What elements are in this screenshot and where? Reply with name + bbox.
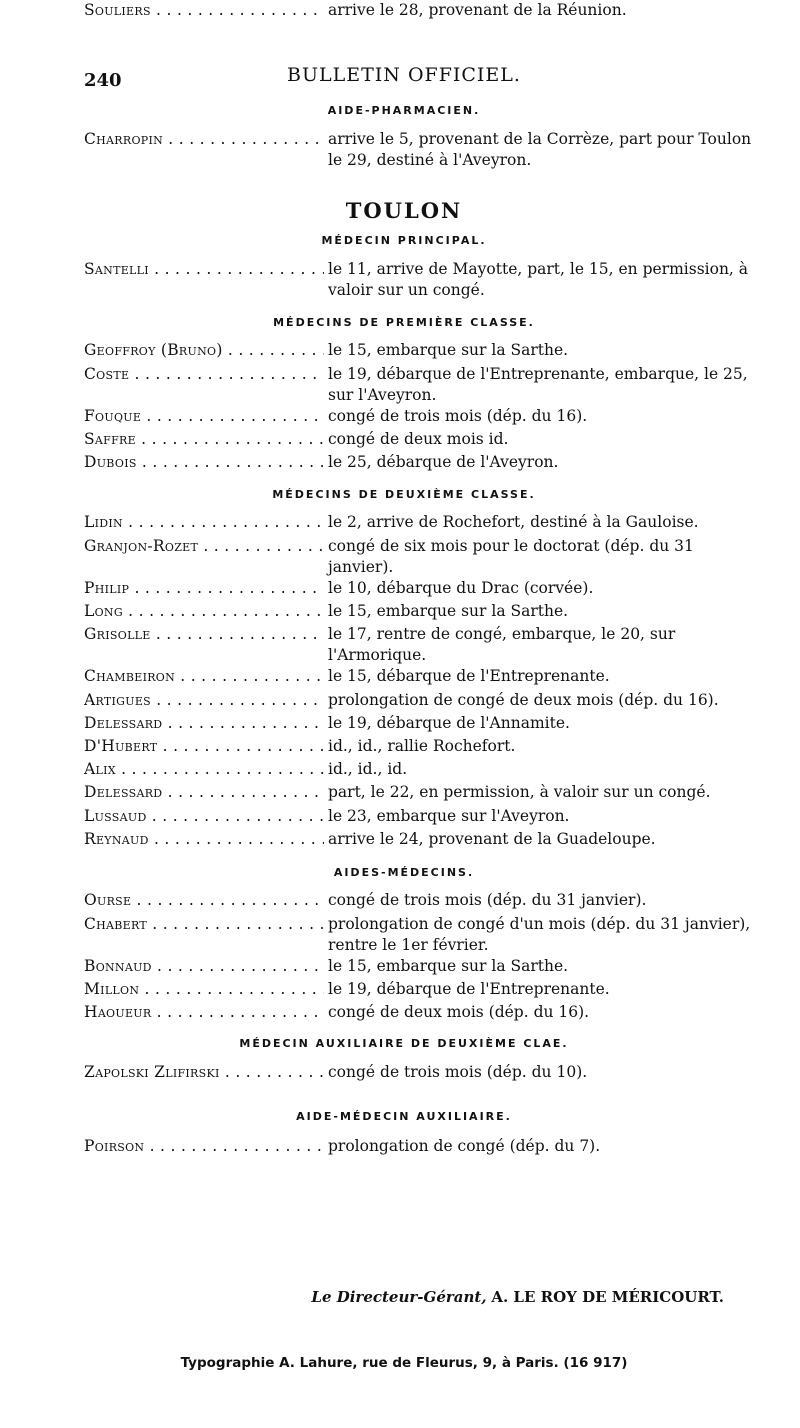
entry-name: D'Hubert . . . xyxy=(84,736,324,757)
entry-row xyxy=(84,759,764,780)
section-heading: MÉDECIN AUXILIAIRE DE DEUXIÈME CLAE. xyxy=(239,1037,569,1050)
entry-text: prolongation de congé (dép. du 7). xyxy=(328,1137,601,1155)
entry-name: Chambeiron . . . xyxy=(84,666,324,687)
signature-name: A. LE ROY DE MÉRICOURT. xyxy=(491,1288,724,1306)
entry-name: Zapolski Zlifirski . . . xyxy=(84,1062,324,1083)
page-number: 240 xyxy=(84,70,122,91)
section-heading: MÉDECINS DE DEUXIÈME CLASSE. xyxy=(272,488,536,501)
entry-text: congé de trois mois (dép. du 16). xyxy=(328,407,588,425)
entry-text: le 19, débarque de l'Entreprenante. xyxy=(328,980,610,998)
entry-text: id., id., id. xyxy=(328,760,408,778)
entry-text: le 10, débarque du Drac (corvée). xyxy=(328,579,594,597)
entry-text: le 23, embarque sur l'Aveyron. xyxy=(328,807,570,825)
entry-row xyxy=(84,536,764,578)
entry-text: congé de deux mois (dép. du 16). xyxy=(328,1003,590,1021)
city-heading: TOULON xyxy=(345,198,463,223)
entry-text: le 25, débarque de l'Aveyron. xyxy=(328,453,559,471)
entry-name: Chabert . . . xyxy=(84,914,324,935)
entry-row xyxy=(84,890,764,911)
entry-text: le 15, embarque sur la Sarthe. xyxy=(328,957,569,975)
entry-name: Ourse . . . xyxy=(84,890,324,911)
printer-footer: Typographie A. Lahure, rue de Fleurus, 9, à Paris. (16 917) xyxy=(180,1355,628,1371)
entry-row xyxy=(84,979,764,1000)
entry-name: Granjon-Rozet . . . xyxy=(84,536,324,557)
entry-row xyxy=(84,782,764,803)
section-heading: AIDE-MÉDECIN AUXILIAIRE. xyxy=(296,1110,512,1123)
entry-name: Grisolle . . . xyxy=(84,624,324,645)
entry-text: congé de trois mois (dép. du 10). xyxy=(328,1063,588,1081)
section-heading: AIDES-MÉDECINS. xyxy=(333,866,475,879)
section-heading: MÉDECIN PRINCIPAL. xyxy=(321,234,487,247)
page-header xyxy=(84,64,724,94)
entry-row xyxy=(84,406,764,427)
entry-name: Coste . . . xyxy=(84,364,324,385)
entry-row xyxy=(84,624,764,666)
entry-row xyxy=(84,1002,764,1023)
entry-name: Saffre . . . xyxy=(84,429,324,450)
entry-row xyxy=(84,1062,764,1083)
entry-name: Bonnaud . . . xyxy=(84,956,324,977)
entry-name: Geoffroy (Bruno) . . . xyxy=(84,340,324,361)
entry-text: prolongation de congé d'un mois (dép. du 31 janvier), rentre le 1er février. xyxy=(328,915,751,954)
entry-text: congé de deux mois id. xyxy=(328,430,509,448)
entry-text: le 15, embarque sur la Sarthe. xyxy=(328,341,569,359)
entry-text: prolongation de congé de deux mois (dép. du 16). xyxy=(328,691,719,709)
entry-text: le 19, débarque de l'Entreprenante, embarque, le 25, sur l'Aveyron. xyxy=(328,365,748,404)
entry-row xyxy=(84,259,764,301)
entry-text: le 19, débarque de l'Annamite. xyxy=(328,714,570,732)
section-heading: AIDE-PHARMACIEN. xyxy=(327,104,481,117)
entry-text: arrive le 24, provenant de la Guadeloupe. xyxy=(328,830,656,848)
entry-row xyxy=(84,429,764,450)
entry-name: Artigues . . . xyxy=(84,690,324,711)
entry-row xyxy=(84,914,764,956)
entry-text: congé de six mois pour le doctorat (dép. du 31 janvier). xyxy=(328,537,694,576)
section-heading: MÉDECINS DE PREMIÈRE CLASSE. xyxy=(273,316,535,329)
entry-row xyxy=(84,578,764,599)
entry-row xyxy=(84,666,764,687)
entry-name: Lussaud . . . xyxy=(84,806,324,827)
entry-text: le 15, embarque sur la Sarthe. xyxy=(328,602,569,620)
entry-name: Alix . . . xyxy=(84,759,324,780)
entry-name: Dubois . . . xyxy=(84,452,324,473)
entry-row xyxy=(84,713,764,734)
entry-row xyxy=(84,690,764,711)
entry-row xyxy=(84,452,764,473)
entry-row xyxy=(84,736,764,757)
entry-text: le 2, arrive de Rochefort, destiné à la Gauloise. xyxy=(328,513,699,531)
entry-name: Santelli . . . xyxy=(84,259,324,280)
entry-name: Lidin . . . xyxy=(84,512,324,533)
entry-name: Reynaud . . . xyxy=(84,829,324,850)
entry-text: le 17, rentre de congé, embarque, le 20, sur l'Armorique. xyxy=(328,625,676,664)
entry-row xyxy=(84,129,764,171)
entry-name: Souliers . . . xyxy=(84,0,324,21)
entry-name: Millon . . . xyxy=(84,979,324,1000)
entry-name: Poirson . . . xyxy=(84,1136,324,1157)
entry-row xyxy=(84,956,764,977)
entry-text: congé de trois mois (dép. du 31 janvier). xyxy=(328,891,647,909)
entry-row xyxy=(84,601,764,622)
entry-text: arrive le 5, provenant de la Corrèze, part pour Toulon le 29, destiné à l'Aveyron. xyxy=(328,130,752,169)
entry-name: Delessard . . . xyxy=(84,713,324,734)
entry-text: id., id., rallie Rochefort. xyxy=(328,737,516,755)
entry-name: Long . . . xyxy=(84,601,324,622)
entry-row xyxy=(84,0,764,21)
entry-name: Delessard . . . xyxy=(84,782,324,803)
entry-row xyxy=(84,364,764,406)
entry-text: arrive le 28, provenant de la Réunion. xyxy=(328,1,627,19)
entry-name: Philip . . . xyxy=(84,578,324,599)
signature-title: Le Directeur-Gérant, xyxy=(311,1288,487,1306)
entry-row xyxy=(84,829,764,850)
signature xyxy=(84,1288,724,1306)
entry-text: le 11, arrive de Mayotte, part, le 15, en permission, à valoir sur un congé. xyxy=(328,260,749,299)
entry-row xyxy=(84,1136,764,1157)
entry-name: Fouque . . . xyxy=(84,406,324,427)
entry-text: part, le 22, en permission, à valoir sur un congé. xyxy=(328,783,711,801)
entry-text: le 15, débarque de l'Entreprenante. xyxy=(328,667,610,685)
entry-name: Charropin . . . xyxy=(84,129,324,150)
entry-name: Haoueur . . . xyxy=(84,1002,324,1023)
entry-row xyxy=(84,806,764,827)
entry-row xyxy=(84,340,764,361)
running-title: BULLETIN OFFICIEL. xyxy=(287,64,521,86)
entry-row xyxy=(84,512,764,533)
